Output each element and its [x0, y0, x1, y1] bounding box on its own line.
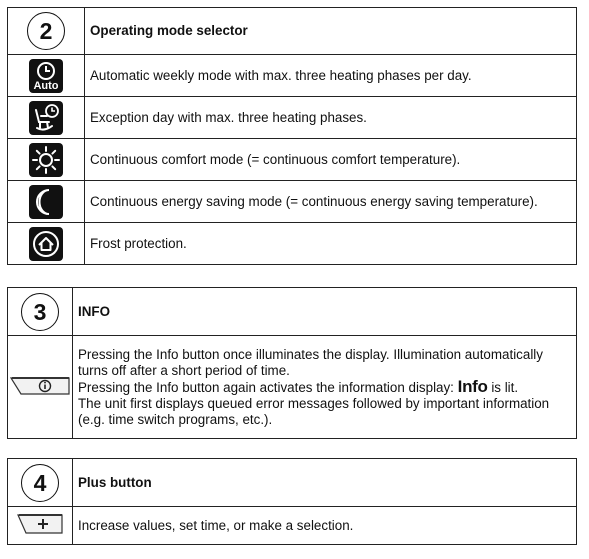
plus-button-table	[7, 458, 577, 545]
info-paragraph-1: Pressing the Info button once illuminates the display. Illumination automatically turns off after a short period of time.	[78, 346, 543, 378]
operating-mode-header-row	[8, 8, 577, 55]
rocking-chair-clock-icon	[29, 101, 63, 135]
info-description	[73, 336, 577, 439]
mode-row-exception-day	[8, 97, 577, 139]
info-paragraph-2: Pressing the Info button again activates the information display: Info is lit.	[78, 376, 519, 396]
info-button-icon	[10, 375, 70, 400]
info-description-row	[8, 336, 577, 439]
operating-mode-table	[7, 7, 577, 265]
mode-row-comfort	[8, 139, 577, 181]
moon-icon	[29, 185, 63, 219]
plus-button-icon	[17, 512, 63, 539]
auto-label: Auto	[33, 79, 59, 92]
mode-description: Continuous energy saving mode (= continuous energy saving temperature).	[85, 181, 577, 223]
plus-description: Increase values, set time, or make a selection.	[73, 507, 577, 545]
section-number-badge: 2	[27, 12, 65, 50]
info-paragraph-3: The unit first displays queued error messages followed by important information (e.g. time switch programs, etc.).	[78, 395, 550, 427]
mode-row-frost-protection	[8, 223, 577, 265]
section-title: INFO	[73, 288, 577, 336]
mode-description: Exception day with max. three heating phases.	[85, 97, 577, 139]
mode-description: Continuous comfort mode (= continuous comfort temperature).	[85, 139, 577, 181]
plus-description-row	[8, 507, 577, 545]
mode-row-automatic	[8, 55, 577, 97]
section-number-badge: 4	[21, 464, 59, 502]
auto-clock-icon	[29, 59, 63, 93]
frost-house-icon	[29, 227, 63, 261]
mode-description: Frost protection.	[85, 223, 577, 265]
plus-header-row	[8, 459, 577, 507]
info-display-label: Info	[457, 376, 488, 396]
mode-description: Automatic weekly mode with max. three heating phases per day.	[85, 55, 577, 97]
section-title: Operating mode selector	[85, 8, 577, 55]
sun-icon	[29, 143, 63, 177]
section-title: Plus button	[73, 459, 577, 507]
mode-row-energy-saving	[8, 181, 577, 223]
info-header-row	[8, 288, 577, 336]
info-table	[7, 287, 577, 439]
section-number-badge: 3	[21, 293, 59, 331]
